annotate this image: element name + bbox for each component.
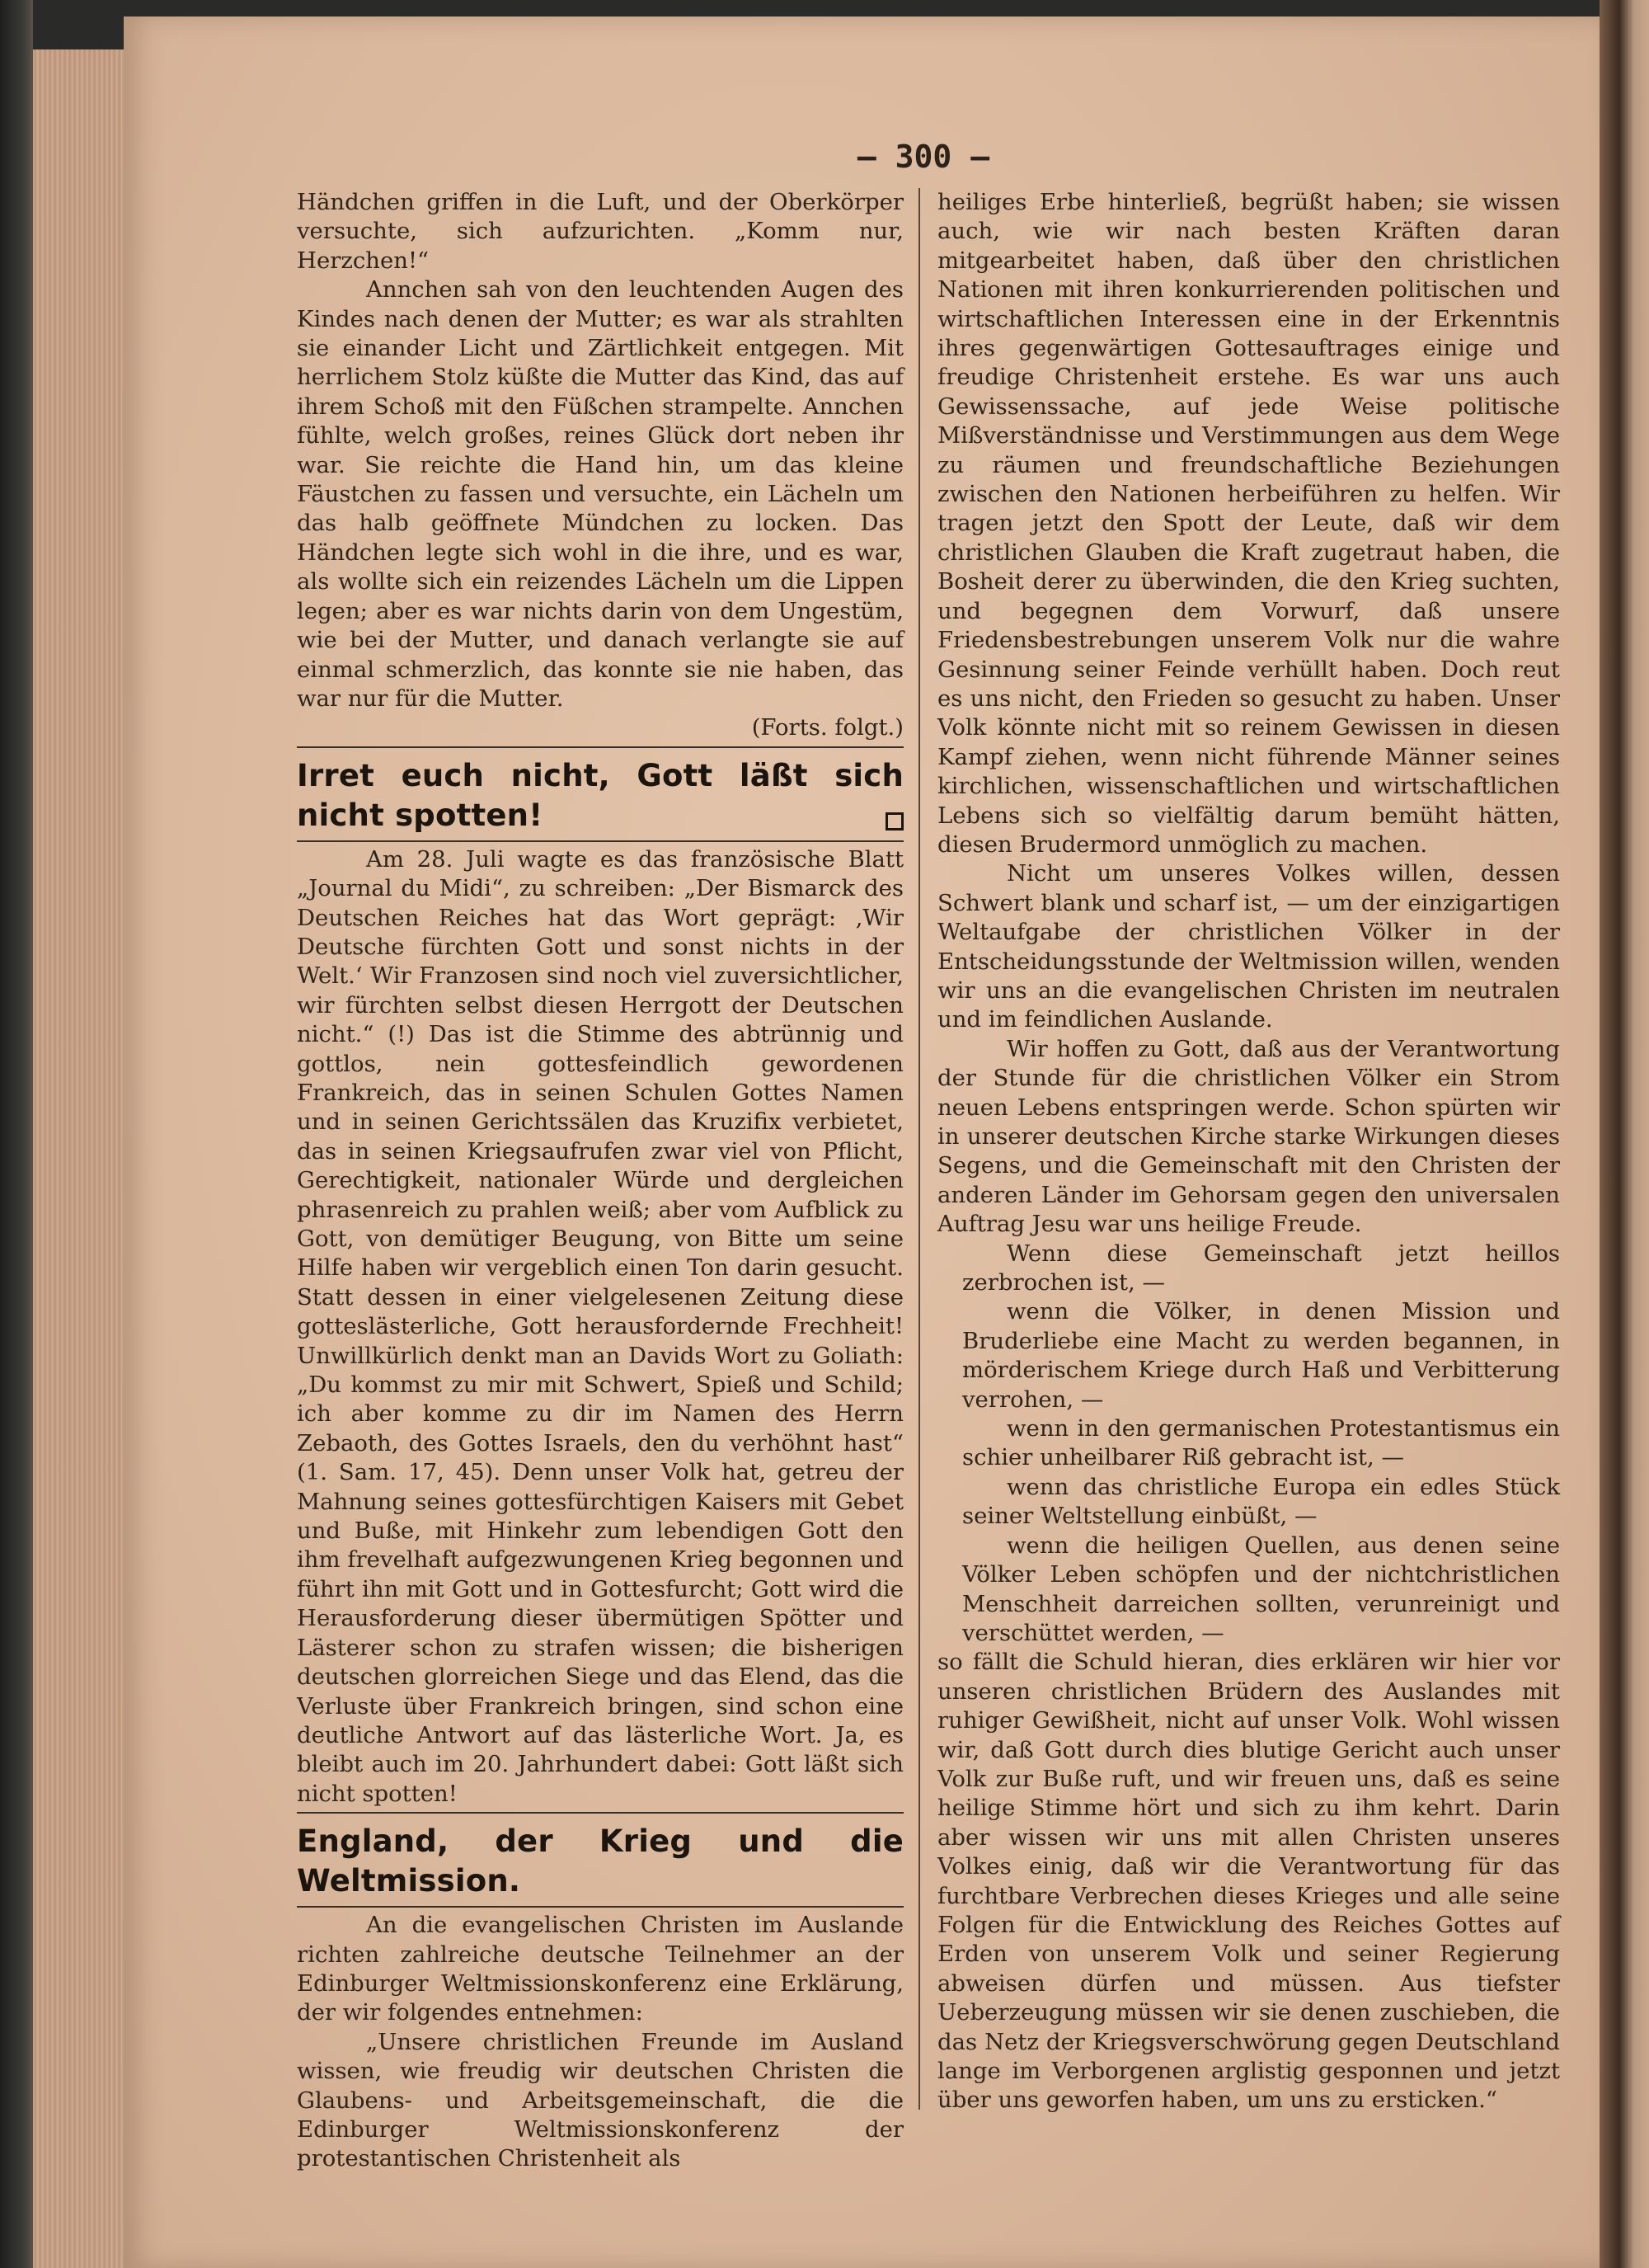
article-2-intro: An die evangelischen Christen im Auslande richten zahlreiche deutsche Teilnehmer an der Edinburger Weltmissionskonferenz eine Erklärung, der wir folgendes entnehmen: [297, 1912, 904, 2026]
page-number: — 300 — [857, 139, 990, 175]
article-2-title: England, der Krieg und die Weltmission. [297, 1823, 904, 1899]
square-ornament-icon [886, 812, 904, 831]
condition-line: wenn das christliche Europa ein edles Stück seiner Weltstellung einbüßt, — [962, 1473, 1560, 1530]
section-rule [297, 1906, 904, 1908]
declaration-paragraph-2: Nicht um unseres Volkes willen, dessen Schwert blank und scharf ist, — um der einzigartigen Weltaufgabe der christlichen Völker in der Entscheidungsstunde der Weltmission willen, wenden wir uns an die evangelischen Christen im neutralen und im feindlichen Auslande. [937, 860, 1560, 1033]
article-1-title-text: Irret euch nicht, Gott läßt sich nicht spotten! [297, 757, 904, 833]
article-2-quote-start: „Unsere christlichen Freunde im Ausland wissen, wie freudig wir deutschen Christen die Glaubens- und Arbeitsgemeinschaft, die die Edinburger Weltmissionskonferenz der protestantischen Christenheit als [297, 2028, 904, 2172]
right-column [937, 188, 1560, 2115]
section-rule [297, 840, 904, 842]
section-rule [297, 1812, 904, 1814]
declaration-paragraph-3: Wir hoffen zu Gott, daß aus der Verantwortung der Stunde für die christlichen Völker ein Strom neuen Lebens entspringen werde. Schon spürten wir in unserer deutschen Kirche starke Wirkungen dieses Segens, und die Gemeinschaft mit den Christen der anderen Länder im Gehorsam gegen den universalen Auftrag Jesu war uns heilige Freude. [937, 1035, 1560, 1238]
left-column [297, 188, 904, 2174]
article-1-title [297, 756, 904, 835]
section-rule [297, 746, 904, 748]
story-paragraph-1: Händchen griffen in die Luft, und der Oberkörper versuchte, sich aufzurichten. „Komm nur, Herzchen!“ [297, 189, 904, 274]
story-paragraph-2: Annchen sah von den leuchtenden Augen des Kindes nach denen der Mutter; es war als strahlten sie einander Licht und Zärtlichkeit entgegen. Mit herrlichem Stolz küßte die Mutter das Kind, das auf ihrem Schoß mit den Füßchen strampelte. Annchen fühlte, welch großes, reines Glück dort neben ihr war. Sie reichte die Hand hin, um das kleine Fäustchen zu fassen und versuchte, ein Lächeln um das halb geöffnete Mündchen zu locken. Das Händchen legte sich wohl in die ihre, und es war, als wollte sich ein reizendes Lächeln um die Lippen legen; aber es war nichts darin von dem Ungestüm, wie bei der Mutter, und danach verlangte sie auf einmal schmerzlich, das konnte sie nie haben, das war nur für die Mutter. [297, 276, 904, 712]
book-gutter [1600, 0, 1649, 2268]
declaration-paragraph-1: heiliges Erbe hinterließ, begrüßt haben; sie wissen auch, wie wir nach besten Kräften daran mitgearbeitet haben, daß über den christlichen Nationen mit ihren konkurrierenden politischen und wirtschaftlichen Interessen eine in der Erkenntnis ihres gegenwärtigen Gottesauftrages einige und freudige Christenheit erstehe. Es war uns auch Gewissenssache, auf jede Weise politische Mißverständnisse und Verstimmungen aus dem Wege zu räumen und freundschaftliche Beziehungen zwischen den Nationen herbeiführen zu helfen. Wir tragen jetzt den Spott der Leute, daß wir dem christlichen Glauben die Kraft zugetraut haben, die Bosheit derer zu überwinden, die den Krieg suchten, und begegnen dem Vorwurf, daß unsere Friedensbestrebungen unserem Volk nur die wahre Gesinnung seiner Feinde verhüllt haben. Doch reut es uns nicht, den Frieden so gesucht zu haben. Unser Volk könnte nicht mit so reinem Gewissen in diesen Kampf ziehen, wenn nicht führende Männer seines kirchlichen, wissenschaftlichen und wirtschaftlichen Lebens sich so vielfältig darum bemüht hätten, diesen Brudermord unmöglich zu machen. [937, 189, 1560, 858]
condition-line: wenn die heiligen Quellen, aus denen seine Völker Leben schöpfen und der nichtchristlichen Menschheit darreichen sollten, verunreinigt und verschüttet werden, — [962, 1532, 1560, 1646]
declaration-final-paragraph: so fällt die Schuld hieran, dies erklären wir hier vor unseren christlichen Brüdern des Auslandes mit ruhiger Gewißheit, nicht auf unser Volk. Wohl wissen wir, daß Gott durch dies blutige Gericht auch unser Volk zur Buße ruft, und wir freuen uns, daß es seine heilige Stimme hört und sich zu ihm kehrt. Darin aber wissen wir uns mit allen Christen unseres Volkes einig, daß wir die Verantwortung für das furchtbare Verbrechen dieses Krieges und alle seine Folgen für die Entwicklung des Reiches Gottes auf Erden von unserem Volk und seiner Regierung abweisen dürfen und müssen. Aus tiefster Ueberzeugung müssen wir sie denen zuschieben, die das Netz der Kriegsverschwörung gegen Deutschland lange im Verborgenen arglistig gesponnen und jetzt über uns geworfen haben, um uns zu ersticken.“ [937, 1649, 1560, 2114]
condition-line: wenn in den germanischen Protestantismus ein schier unheilbarer Riß gebracht ist, — [962, 1415, 1560, 1471]
condition-line: Wenn diese Gemeinschaft jetzt heillos zerbrochen ist, — [962, 1240, 1560, 1296]
article-1-body: Am 28. Juli wagte es das französische Blatt „Journal du Midi“, zu schreiben: „Der Bismarck des Deutschen Reiches hat das Wort geprägt: ‚Wir Deutsche fürchten Gott und sonst nichts in der Welt.‘ Wir Franzosen sind noch viel zuversichtlicher, wir fürchten selbst diesen Herrgott der Deutschen nicht.“ (!) Das ist die Stimme des abtrünnig und gottlos, nein gottesfeindlich gewordenen Frankreich, das in seinen Schulen Gottes Namen und in seinen Gerichtssälen das Kruzifix verbietet, das in seinen Kriegsaufrufen zwar viel von Pflicht, Gerechtigkeit, nationaler Würde und dergleichen phrasenreich zu prahlen weiß; aber vom Aufblick zu Gott, von demütiger Beugung, von Bitte um seine Hilfe haben wir vergeblich einen Ton darin gesucht. Statt dessen in einer vielgelesenen Zeitung diese gotteslästerliche, Gott herausfordernde Frechheit! Unwillkürlich denkt man an Davids Wort zu Goliath: „Du kommst zu mir mit Schwert, Spieß und Schild; ich aber komme zu dir im Namen des Herrn Zebaoth, des Gottes Israels, den du verhöhnt hast“ (1. Sam. 17, 45). Denn unser Volk hat, getreu der Mahnung seines gottesfürchtigen Kaisers mit Gebet und Buße, mit Hinkehr zum lebendigen Gott den ihm frevelhaft aufgezwungenen Krieg begonnen und führt ihn mit Gott und in Gottesfurcht; Gott wird die Herausforderung dieser übermütigen Spötter und Lästerer schon zu strafen wissen; die bisherigen deutschen glorreichen Siege und das Elend, das die Verluste über Frankreich bringen, sind schon eine deutliche Antwort auf das lästerliche Wort. Ja, es bleibt auch im 20. Jahrhundert dabei: Gott läßt sich nicht spotten! [297, 845, 904, 1807]
continuation-note: (Forts. folgt.) [751, 714, 904, 741]
condition-line: wenn die Völker, in denen Mission und Bruderliebe eine Macht zu werden begannen, in mörderischem Kriege durch Haß und Verbitterung verrohen, — [962, 1298, 1560, 1413]
book-cover-edge [0, 0, 33, 2268]
column-divider [918, 188, 920, 2110]
